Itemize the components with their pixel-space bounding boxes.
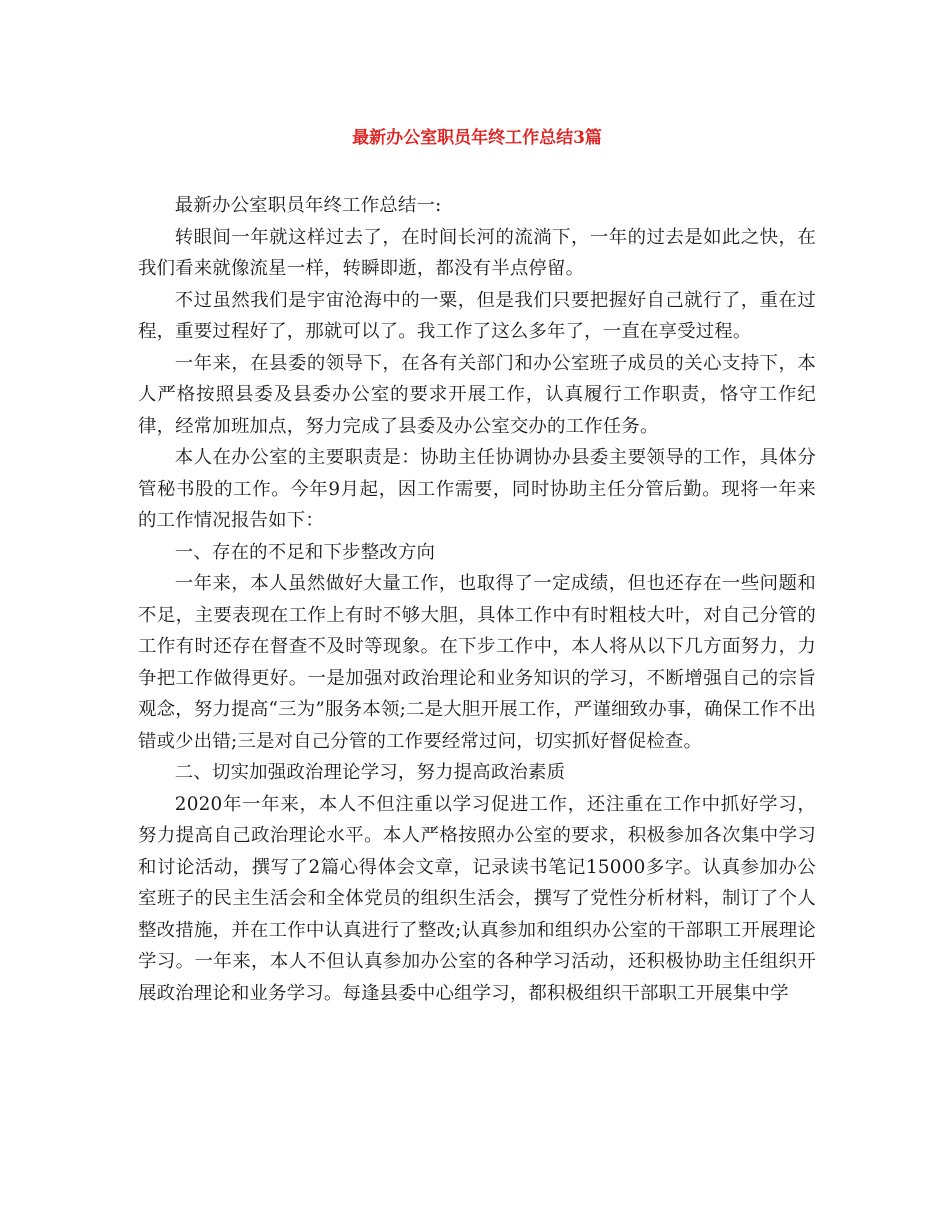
section-heading-political-study: 二、切实加强政治理论学习，努力提高政治素质 (174, 762, 566, 783)
paragraph-process: 不过虽然我们是宇宙沧海中的一粟，但是我们只要把握好自己就行了，重在过程，重要过程好了，那就可以了。我工作了这么多年了，一直在享受过程。 (138, 289, 816, 342)
paragraph-political-study: 2020年一年来，本人不但注重以学习促进工作，还注重在工作中抓好学习，努力提高自己政治理论水平。本人严格按照办公室的要求，积极参加各次集中学习和讨论活动，撰写了2篇心得体会文章，记录读书笔记15000多字。认真参加办公室班子的民主生活会和全体党员的组织生活会，撰写了党性分析材料，制订了个人整改措施，并在工作中认真进行了整改;认真参加和组织办公室的干部职工开展理论学习。一年来，本人不但认真参加办公室的各种学习活动，还积极协助主任组织开展政治理论和业务学习。每逢县委中心组学习，都积极组织干部职工开展集中学 (138, 793, 816, 1004)
paragraph-duties: 本人在办公室的主要职责是：协助主任协调协办县委主要领导的工作，具体分管秘书股的工作。今年9月起，因工作需要，同时协助主任分管后勤。现将一年来的工作情况报告如下： (138, 447, 816, 531)
document-body (138, 190, 816, 1009)
section-heading-summary-one: 最新办公室职员年终工作总结一: (174, 195, 442, 216)
paragraph-leadership: 一年来，在县委的领导下，在各有关部门和办公室班子成员的关心支持下，本人严格按照县委及县委办公室的要求开展工作，认真履行工作职责，恪守工作纪律，经常加班加点，努力完成了县委及办公室交办的工作任务。 (138, 352, 816, 437)
section-heading-shortcomings: 一、存在的不足和下步整改方向 (174, 541, 436, 563)
paragraph-shortcomings: 一年来，本人虽然做好大量工作，也取得了一定成绩，但也还存在一些问题和不足，主要表现在工作上有时不够大胆，具体工作中有时粗枝大叶，对自己分管的工作有时还存在督查不及时等现象。在下步工作中，本人将从以下几方面努力，力争把工作做得更好。一是加强对政治理论和业务知识的学习，不断增强自己的宗旨观念，努力提高“三为”服务本领;二是大胆开展工作，严谨细致办事，确保工作不出错或少出错;三是对自己分管的工作要经常过问，切实抓好督促检查。 (138, 573, 816, 752)
paragraph-intro: 转眼间一年就这样过去了，在时间长河的流淌下，一年的过去是如此之快，在我们看来就像流星一样，转瞬即逝，都没有半点停留。 (138, 226, 816, 279)
document-title: 最新办公室职员年终工作总结3篇 (352, 128, 602, 148)
